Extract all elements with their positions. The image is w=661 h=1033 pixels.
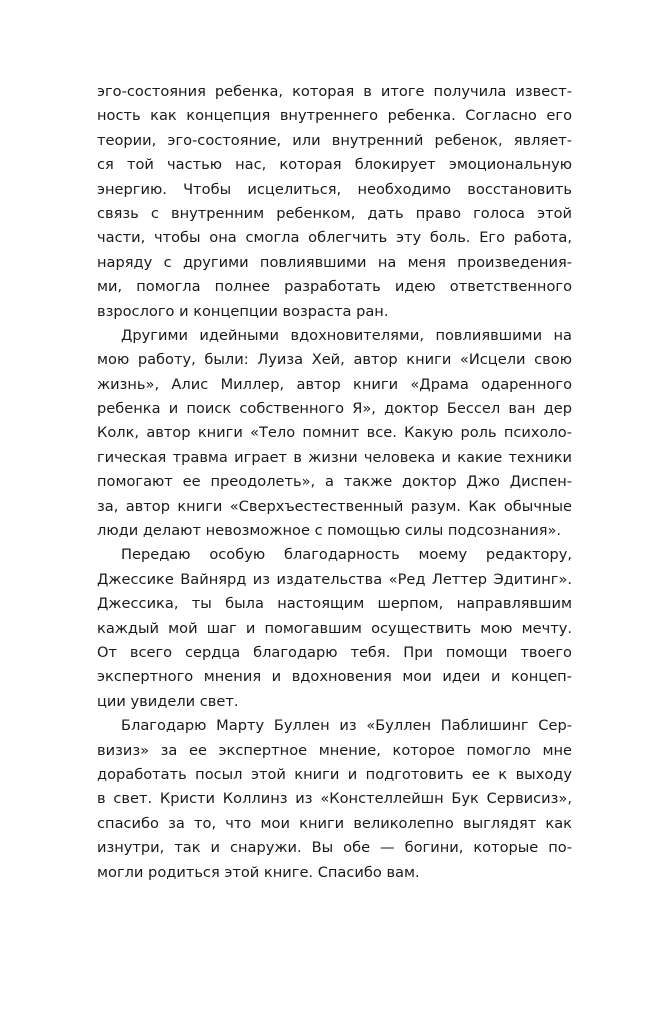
text-line: взрослого и концепции возраста ран. xyxy=(97,302,389,320)
paragraph xyxy=(97,80,572,324)
text-line: люди делают невозможное с помощью силы подсознания». xyxy=(97,522,562,540)
paragraph xyxy=(97,714,572,885)
text-line: ся той частью нас, которая блокирует эмоциональную xyxy=(97,156,572,174)
text-line: Колк, автор книги «Тело помнит все. Какую роль психоло- xyxy=(97,424,572,442)
text-line: энергию. Чтобы исцелиться, необходимо восстановить xyxy=(97,180,572,198)
text-line: ми, помогла полнее разработать идею ответственного xyxy=(97,278,572,296)
text-line: гическая травма играет в жизни человека и какие техники xyxy=(97,448,572,466)
text-line: Джессика, ты была настоящим шерпом, направлявшим xyxy=(97,595,572,613)
text-line: связь с внутренним ребенком, дать право голоса этой xyxy=(97,204,572,222)
text-line: в свет. Кристи Коллинз из «Констеллейшн Бук Сервисиз», xyxy=(97,790,572,808)
text-line: спасибо за то, что мои книги великолепно выглядят как xyxy=(97,814,572,832)
text-line: ции увидели свет. xyxy=(97,692,239,710)
text-line: экспертного мнения и вдохновения мои идеи и концеп- xyxy=(97,668,572,686)
text-line: доработать посыл этой книги и подготовить ее к выходу xyxy=(97,765,572,783)
text-line: части, чтобы она смогла облегчить эту боль. Его работа, xyxy=(97,229,572,247)
text-line: Другими идейными вдохновителями, повлиявшими на xyxy=(121,326,572,344)
text-line: каждый мой шаг и помогавшим осуществить мою мечту. xyxy=(97,619,572,637)
text-line: изнутри, так и снаружи. Вы обе — богини, которые по- xyxy=(97,839,572,857)
text-line: От всего сердца благодарю тебя. При помощи твоего xyxy=(97,643,572,661)
text-line: жизнь», Алис Миллер, автор книги «Драма одаренного xyxy=(97,375,572,393)
book-page-body xyxy=(97,80,572,885)
text-line: ребенка и поиск собственного Я», доктор Бессел ван дер xyxy=(97,400,572,418)
text-line: ность как концепция внутреннего ребенка. Согласно его xyxy=(97,107,572,125)
text-line: могли родиться этой книге. Спасибо вам. xyxy=(97,863,420,881)
text-line: помогают ее преодолеть», а также доктор Джо Диспен- xyxy=(97,473,572,491)
text-line: теории, эго-состояние, или внутренний ребенок, являет- xyxy=(97,131,572,149)
text-line: Благодарю Марту Буллен из «Буллен Паблишинг Сер- xyxy=(121,717,572,735)
text-line: Джессике Вайнярд из издательства «Ред Леттер Эдитинг». xyxy=(97,570,572,588)
text-line: Передаю особую благодарность моему редактору, xyxy=(121,546,572,564)
text-line: эго-состояния ребенка, которая в итоге получила извест- xyxy=(97,83,572,100)
text-line: визиз» за ее экспертное мнение, которое помогло мне xyxy=(97,741,572,759)
text-line: наряду с другими повлиявшими на меня произведения- xyxy=(97,253,572,271)
text-line: за, автор книги «Сверхъестественный разум. Как обычные xyxy=(97,497,572,515)
paragraph xyxy=(97,324,572,544)
paragraph xyxy=(97,543,572,714)
text-line: мою работу, были: Луиза Хей, автор книги «Исцели свою xyxy=(97,351,572,369)
